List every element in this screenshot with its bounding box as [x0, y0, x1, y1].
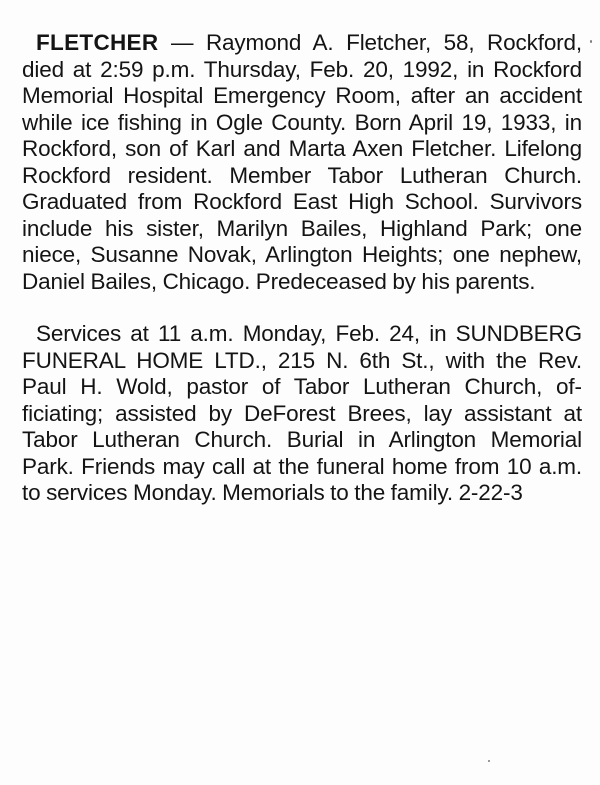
obituary-body-text: Raymond A. Fletcher, 58, Rockford, died at 2:59 p.m. Thursday, Feb. 20, 1992, in Rockford Memorial Hospital Emergency Room, after an accident while ice fishing in Ogle County. Born April 19, 1933, in Rockford, son of Karl and Marta Axen Fletcher. Lifelong Rockford resident. Member Tabor Lutheran Church. Graduated from Rockford East High School. Survivors include his sister, Marilyn Bailes, Highland Park; one niece, Susanne Novak, Arlington Heights; one nephew, Daniel Bailes, Chicago. Predeceased by his parents.: [22, 30, 582, 294]
services-text: Services at 11 a.m. Monday, Feb. 24, in SUNDBERG FUNERAL HOME LTD., 215 N. 6th St., with the Rev. Paul H. Wold, pastor of Tabor Lutheran Church, officiating; assisted by DeForest Brees, lay assistant at Tabor Lutheran Church. Burial in Arlington Memorial Park. Friends may call at the funeral home from 10 a.m. to services Monday. Memorials to the family. 2-22-3: [22, 321, 582, 505]
obituary-paragraph-services: [22, 321, 582, 507]
print-speck: [590, 40, 592, 43]
obituary-paragraph-announcement: [22, 30, 582, 295]
print-speck: [488, 760, 490, 762]
obituary-surname: FLETCHER: [36, 30, 159, 55]
obituary-column: [22, 30, 582, 507]
obituary-dash: —: [158, 30, 206, 55]
